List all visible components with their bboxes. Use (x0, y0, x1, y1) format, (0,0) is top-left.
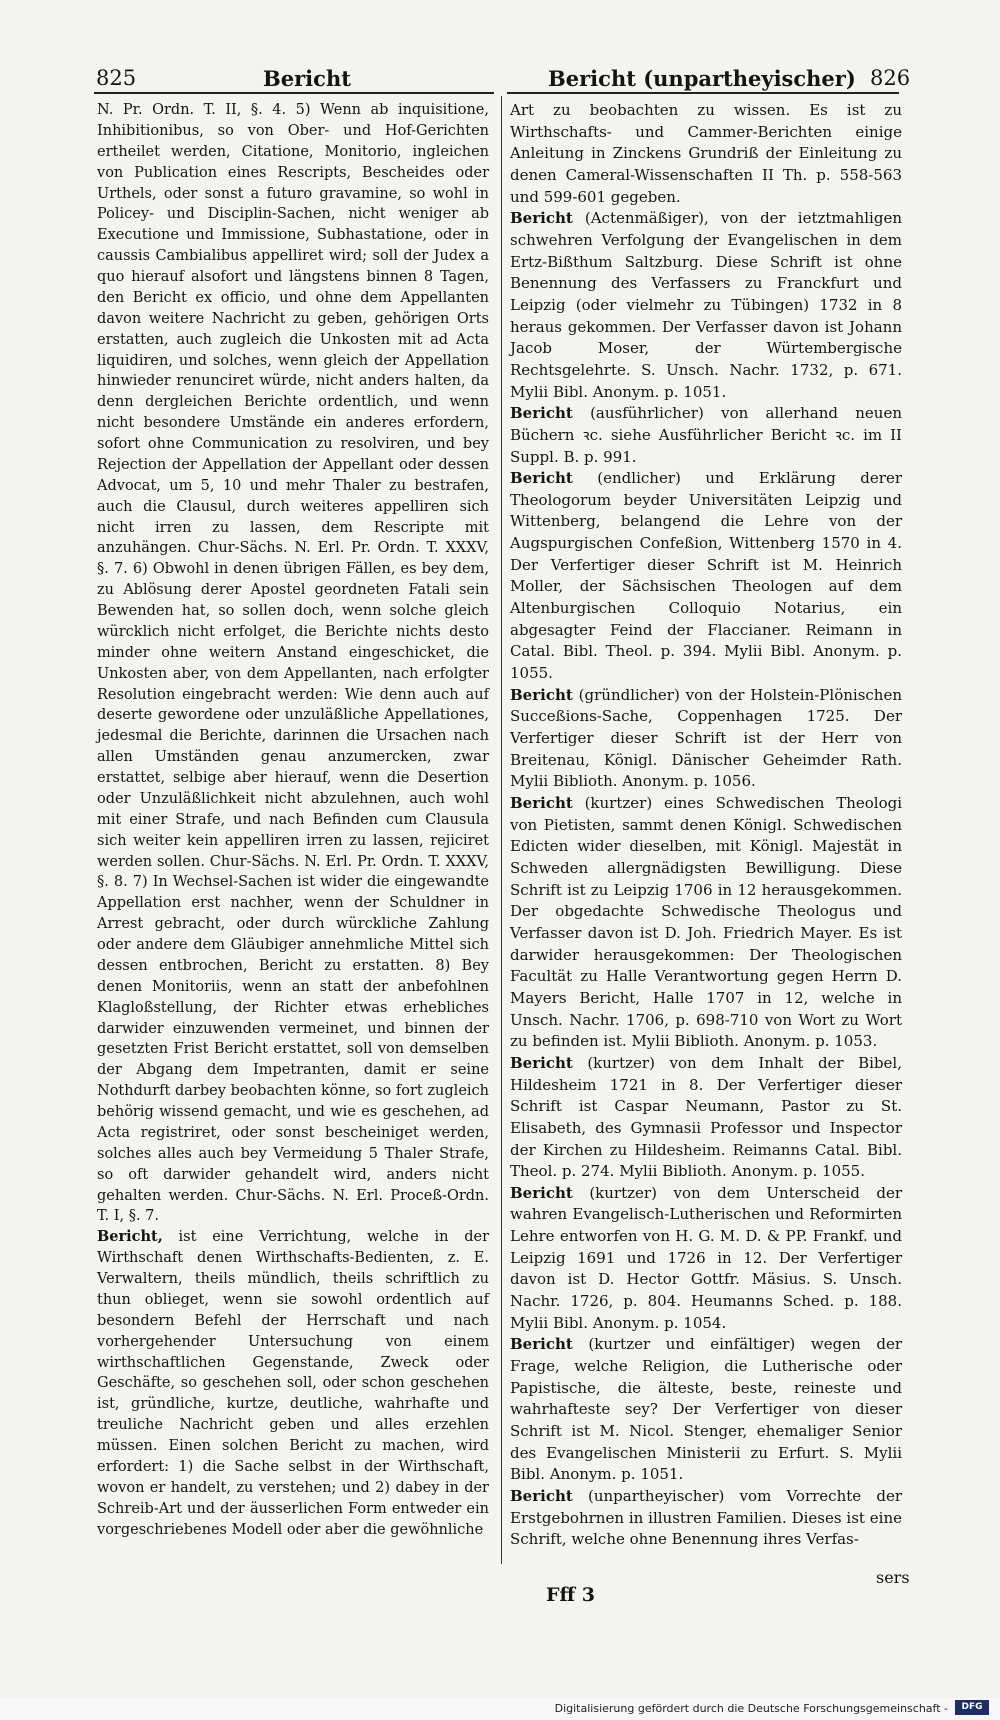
left-page-number: 825 (96, 66, 137, 90)
dictionary-entry (510, 1486, 902, 1551)
entry-lemma: Bericht (510, 1335, 573, 1354)
right-running-title: Bericht (unpartheyischer) (548, 66, 856, 91)
entry-text: (kurtzer) von dem Unterscheid der wahren Evangelisch-Lutherischen und Reformirten Lehre entworfen von H. G. M. D. & PP. Frankf. und Leipzig 1691 und 1726 in 12. Der Verfertiger davon ist D. Hector Gottfr. Mäsius. S. Unsch. Nachr. 1726, p. 804. Heumanns Sched. p. 188. Mylii Bibl. Anonym. p. 1054. (510, 1183, 902, 1332)
entry-text: Art zu beobachten zu wissen. Es ist zu Wirthschafts- und Cammer-Berichten einige Anleitung in Zinckens Grundriß der Einleitung zu denen Cameral-Wissenschaften II Th. p. 558-563 und 599-601 gegeben. (510, 101, 902, 206)
dictionary-entry (97, 1227, 489, 1540)
right-text-column (510, 100, 902, 1551)
entry-lemma: Bericht (510, 685, 573, 704)
header-rule-left (94, 92, 494, 94)
dictionary-entry (510, 685, 902, 793)
entry-text: (endlicher) und Erklärung derer Theologorum beyder Universitäten Leipzig und Wittenberg, belangend die Lehre von der Augspurgischen Confeßion, Wittenberg 1570 in 4. Der Verfertiger dieser Schrift ist M. Heinrich Moller, der Sächsischen Theologen auf dem Altenburgischen Colloquio Notarius, ein abgesagter Feind der Flaccianer. Reimann in Catal. Bibl. Theol. p. 394. Mylii Bibl. Anonym. p. 1055. (510, 469, 902, 683)
digitization-credit: Digitalisierung gefördert durch die Deutsche Forschungsgemeinschaft - (554, 1702, 948, 1715)
dictionary-entry (97, 100, 489, 1227)
dictionary-entry (510, 208, 902, 403)
entry-text: (kurtzer und einfältiger) wegen der Frage, welche Religion, die Lutherische oder Papistische, die älteste, beste, reineste und wahrhafteste sey? Der Verfertiger von dieser Schrift ist M. Nicol. Stenger, ehemaliger Senior des Evangelischen Ministerii zu Erfurt. S. Mylii Bibl. Anonym. p. 1051. (510, 1335, 902, 1484)
dictionary-entry (510, 1334, 902, 1486)
entry-lemma: Bericht (510, 1183, 573, 1202)
entry-lemma: Bericht (510, 1053, 573, 1072)
printer-signature: Fff 3 (546, 1584, 595, 1606)
dictionary-entry (510, 1053, 902, 1183)
catchword: sers (876, 1568, 910, 1587)
entry-text: (kurtzer) eines Schwedischen Theologi von Pietisten, sammt denen Königl. Schwedischen Edicten wider dieselben, mit Königl. Majestät in Schweden allergnädigsten Bewilligung. Diese Schrift ist zu Leipzig 1706 in 12 herausgekommen. Der obgedachte Schwedische Theologus und Verfasser davon ist D. Joh. Friedrich Mayer. Es ist darwider herausgekommen: Der Theologischen Facultät zu Halle Verantwortung gegen Herrn D. Mayers Bericht, Halle 1707 in 12, welche in Unsch. Nachr. 1706, p. 698-710 von Wort zu Wort zu befinden ist. Mylii Biblioth. Anonym. p. 1053. (510, 794, 902, 1051)
dfg-logo[interactable]: DFG (955, 1700, 989, 1715)
entry-lemma: Bericht (510, 794, 573, 812)
column-divider (501, 96, 502, 1564)
entry-text: N. Pr. Ordn. T. II, §. 4. 5) Wenn ab inquisitione, Inhibitionibus, so von Ober- und Hof-Gerichten ertheilet werden, Citatione, Monitorio, ingleichen von Publication eines Rescripts, Bescheides oder Urthels, oder sonst a futuro gravamine, so wohl in Policey- und Disciplin-Sachen, nicht weniger ab Executione und Immissione, Subhastatione, oder in caussis Cambialibus appelliret wird; soll der Judex a quo hierauf alsofort und längstens binnen 8 Tagen, den Bericht ex officio, und ohne dem Appellanten davon weitere Nachricht zu geben, gehörigen Orts erstatten, auch zugleich die Unkosten mit ad Acta liquidiren, und solches, wenn gleich der Appellation hinwieder renunciret würde, nicht anders halten, da denn dergleichen Berichte ordentlich, und wenn nicht besondere Umstände ein anderes erfordern, sofort ohne Communication zu resolviren, und bey Rejection der Appellation der Appellant oder dessen Advocat, um 5, 10 und mehr Thaler zu bestrafen, auch die Clausul, durch weiteres appelliren sich nicht irren zu lassen, dem Rescripte mit anzuhängen. Chur-Sächs. N. Erl. Pr. Ordn. T. XXXV, §. 7. 6) Obwohl in denen übrigen Fällen, es bey dem, zu Ablösung derer Apostel geordneten Fatali sein Bewenden hat, so sollen doch, wenn solche gleich würcklich nicht erfolget, die Berichte nichts desto minder ohne weitern Anstand eingeschicket, die Unkosten aber, von dem Appellanten, nach erfolgter Resolution eingebracht werden: Wie denn auch auf deserte gewordene oder unzuläßliche Appellationes, jedesmal die Berichte, darinnen die Ursachen nach allen Umständen genau anzumercken, zwar erstattet, selbige aber hierauf, wenn die Desertion oder Unzuläßlichkeit nicht abzulehnen, auch wohl mit einer Strafe, und nach Befinden cum Clausula sich weiter kein appelliren irren zu lassen, rejiciret werden sollen. Chur-Sächs. N. Erl. Pr. Ordn. T. XXXV, §. 8. 7) In Wechsel-Sachen ist wider die eingewandte Appellation erst nachher, wenn der Schuldner in Arrest gebracht, oder durch würckliche Zahlung oder andere dem Gläubiger annehmliche Mittel sich dessen entbrochen, Bericht zu erstatten. 8) Bey denen Monitoriis, wenn an statt der anbefohlnen Klagloßstellung, der Richter etwas erhebliches darwider einzuwenden vermeinet, und binnen der gesetzten Frist Bericht erstattet, soll von demselben der Abgang dem Impetranten, damit er seine Nothdurft darbey beobachten könne, so fort zugleich behörig wissend gemacht, und wie es geschehen, ad Acta registriret, oder sonst bescheiniget werden, solches alles auch bey Vermeidung 5 Thaler Strafe, so oft darwider gehandelt wird, anders nicht gehalten werden. Chur-Sächs. N. Erl. Proceß-Ordn. T. I, §. 7. (97, 102, 489, 1225)
left-running-title: Bericht (263, 66, 351, 91)
entry-lemma: Bericht (510, 469, 573, 488)
header-rule-right (507, 92, 899, 94)
dictionary-entry (510, 403, 902, 468)
entry-text: (unpartheyischer) vom Vorrechte der Erstgebohrnen in illustren Familien. Dieses ist eine Schrift, welche ohne Benennung ihres Verfas- (510, 1487, 902, 1549)
dictionary-entry (510, 1183, 902, 1335)
entry-lemma: Bericht (510, 1487, 573, 1505)
entry-lemma: Bericht (510, 404, 573, 423)
right-page-number: 826 (870, 66, 911, 90)
entry-text: (kurtzer) von dem Inhalt der Bibel, Hildesheim 1721 in 8. Der Verfertiger dieser Schrift ist Caspar Neumann, Pastor zu St. Elisabeth, des Gymnasii Professor und Inspector der Kirchen zu Hildesheim. Reimanns Catal. Bibl. Theol. p. 274. Mylii Biblioth. Anonym. p. 1055. (510, 1053, 902, 1181)
entry-text: (ausführlicher) von allerhand neuen Büchern ꝛc. siehe Ausführlicher Bericht ꝛc. im II Suppl. B. p. 991. (510, 404, 902, 466)
entry-text: (Actenmäßiger), von der ietztmahligen schwehren Verfolgung der Evangelischen in dem Ertz-Bißthum Saltzburg. Diese Schrift ist ohne Benennung des Verfassers zu Franckfurt und Leipzig (oder vielmehr zu Tübingen) 1732 in 8 heraus gekommen. Der Verfasser davon ist Johann Jacob Moser, der Würtembergische Rechtsgelehrte. S. Unsch. Nachr. 1732, p. 671. Mylii Bibl. Anonym. p. 1051. (510, 209, 902, 401)
dictionary-entry (510, 100, 902, 208)
entry-text: ist eine Verrichtung, welche in der Wirthschaft denen Wirthschafts-Bedienten, z. E. Verwaltern, theils mündlich, theils schriftlich zu thun oblieget, wenn sie sowohl ordentlich auf besondern Befehl der Herrschaft und nach vorhergehender Untersuchung von einem wirthschaftlichen Gegenstande, Zweck oder Geschäfte, so geschehen soll, oder schon geschehen ist, gründliche, kurtze, deutliche, wahrhafte und treuliche Nachricht geben und alles erzehlen müssen. Einen solchen Bericht zu machen, wird erfordert: 1) die Sache selbst in der Wirthschaft, wovon er handelt, zu verstehen; und 2) dabey in der Schreib-Art und der äusserlichen Form entweder ein vorgeschriebenes Modell oder aber die gewöhnliche (97, 1229, 489, 1538)
entry-text: (gründlicher) von der Holstein-Plönischen Succeßions-Sache, Coppenhagen 1725. Der Verfertiger dieser Schrift ist der Herr von Breitenau, Königl. Dänischer Geheimder Rath. Mylii Biblioth. Anonym. p. 1056. (510, 685, 902, 791)
dictionary-entry (510, 468, 902, 685)
entry-lemma: Bericht (510, 209, 573, 228)
dictionary-entry (510, 793, 902, 1053)
left-text-column (97, 100, 489, 1540)
entry-lemma: Bericht, (97, 1228, 163, 1246)
